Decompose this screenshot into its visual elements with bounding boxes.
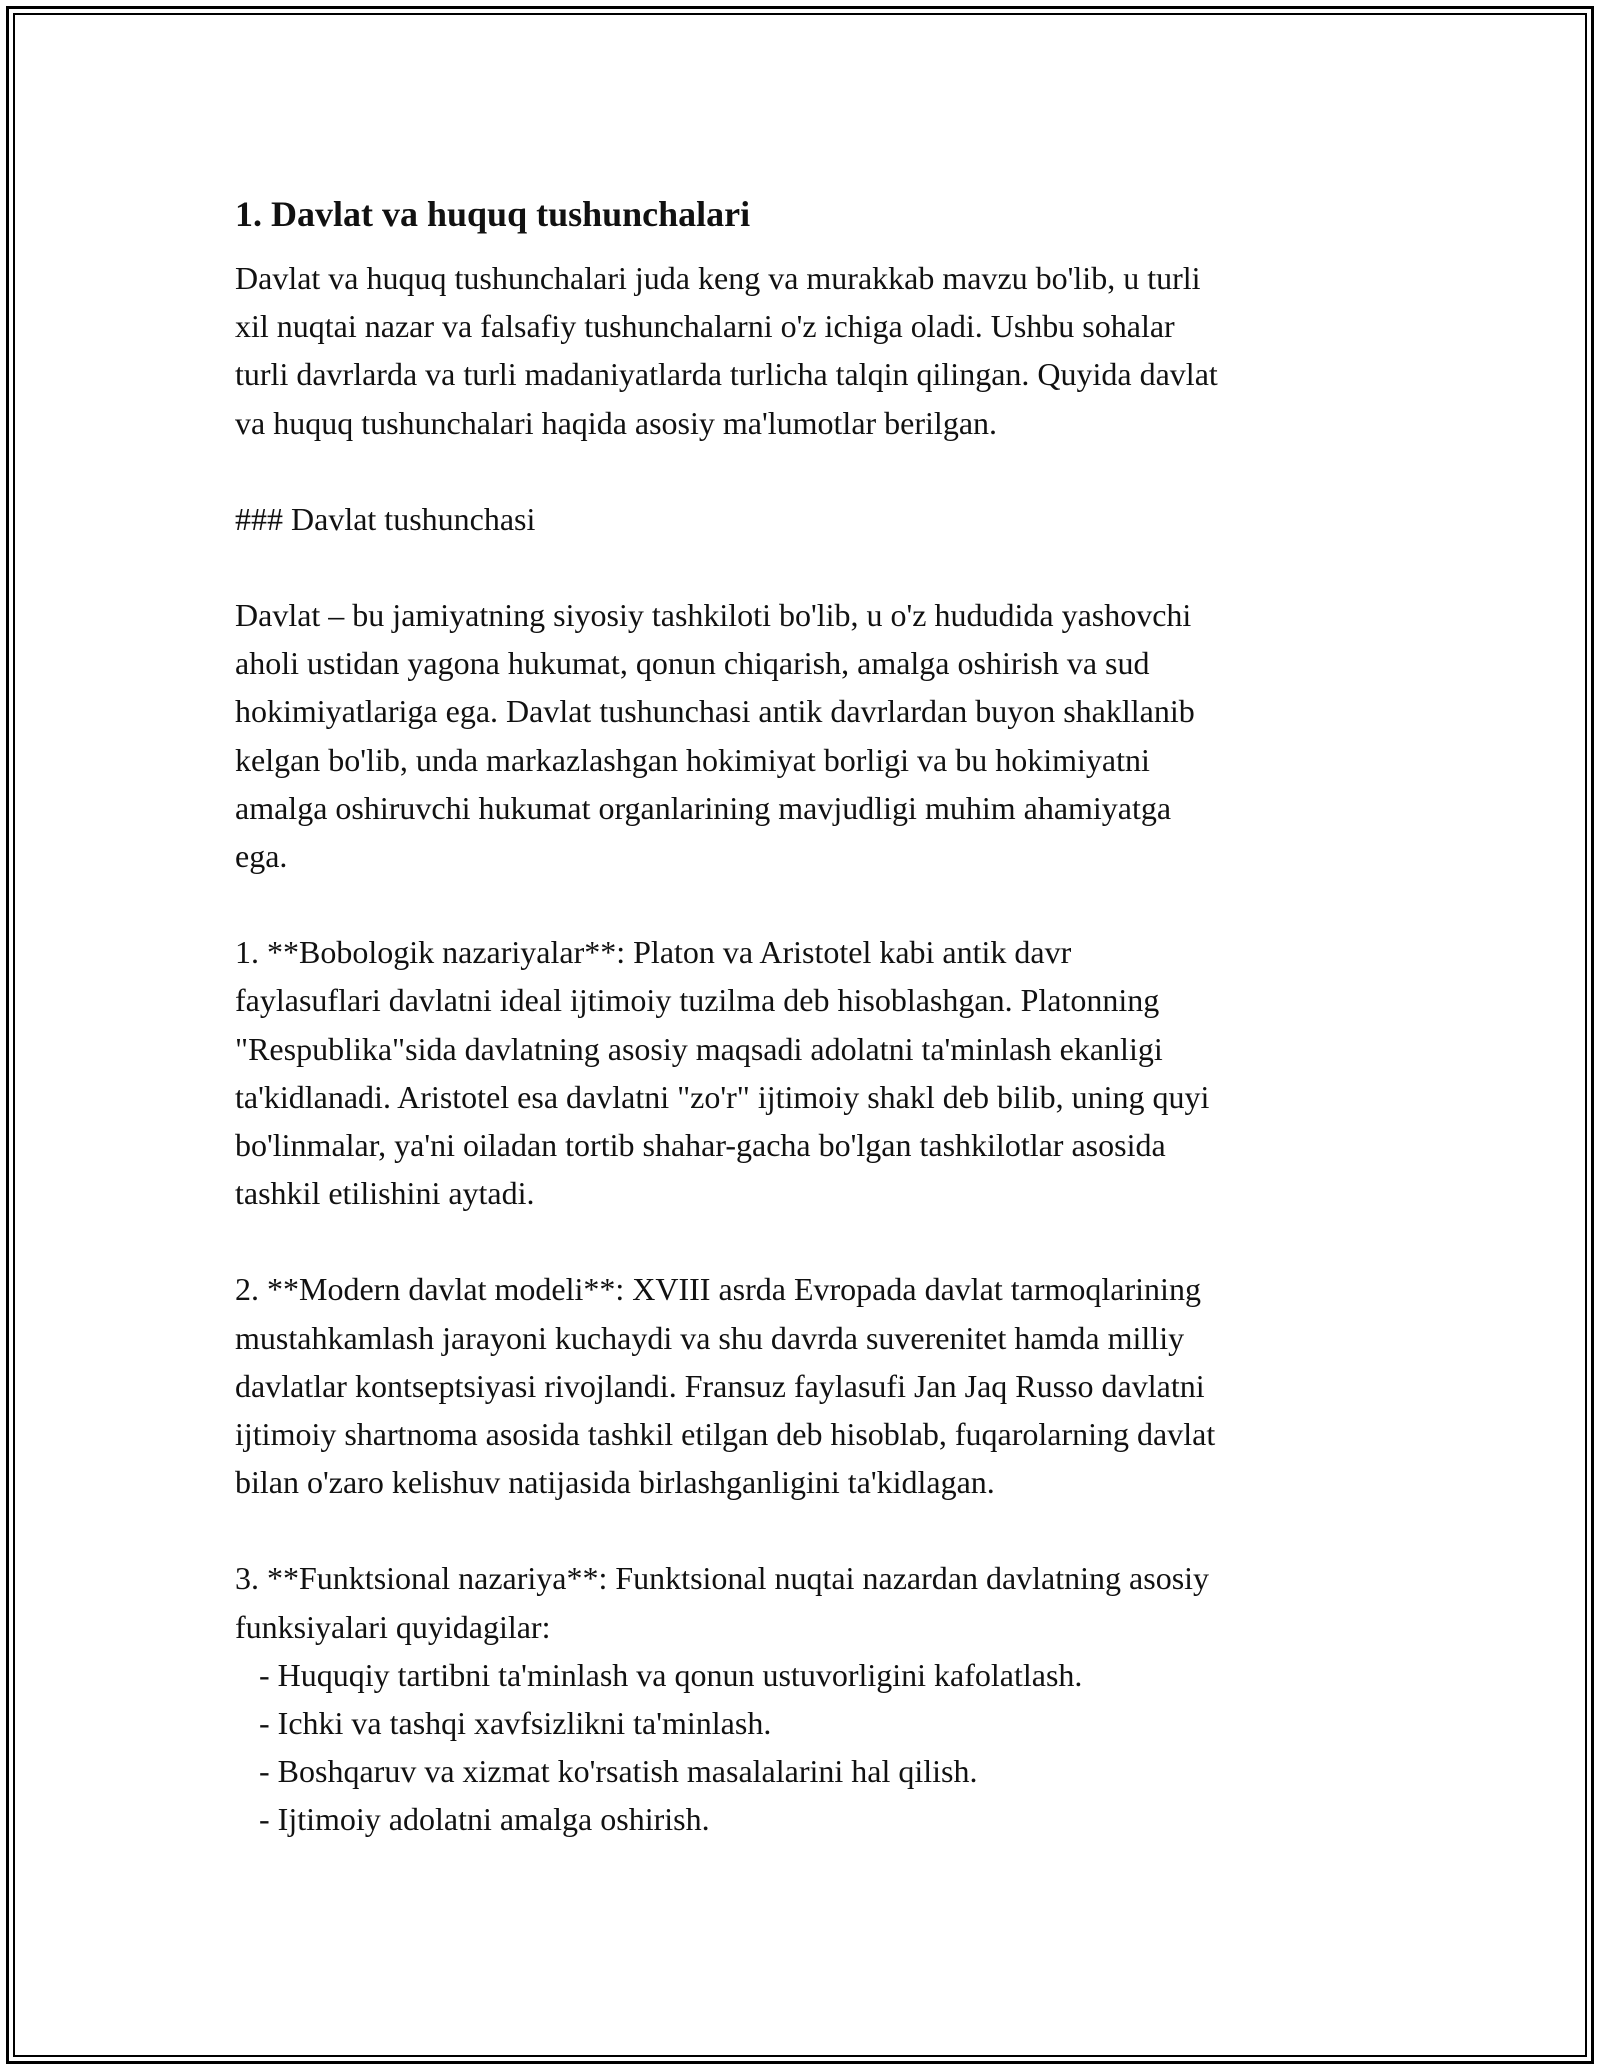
intro-paragraph: Davlat va huquq tushunchalari juda keng va murakkab mavzu bo'lib, u turli xil nuqtai nazar va falsafiy tushunchalarni o'z ichiga oladi. Ushbu sohalar turli davrlarda va turli madaniyatlarda turlicha talqin qilingan. Quyida davlat va huquq tushunchalari haqida asosiy ma'lumotlar berilgan.	[235, 260, 1218, 441]
list-item-2-paragraph: 2. **Modern davlat modeli**: XVIII asrda Evropada davlat tarmoqlarining mustahkamlash jarayoni kuchaydi va shu davrda suverenitet hamda milliy davlatlar kontseptsiyasi rivojlandi. Fransuz faylasufi Jan Jaq Russo davlatni ijtimoiy shartnoma asosida tashkil etilgan deb hisoblab, fuqarolarning davlat bilan o'zaro kelishuv natijasida birlashganligini ta'kidlagan.	[235, 1271, 1216, 1501]
list-item-3-paragraph: 3. **Funktsional nazariya**: Funktsional nuqtai nazardan davlatning asosiy funksiyalari quyidagilar: - Huquqiy tartibni ta'minlash va qonun ustuvorligini kafolatlash. - Ichki va tashqi xavfsizlikni ta'minlash. - Boshqaruv va xizmat ko'rsatish masalalarini hal qilish. - Ijtimoiy adolatni amalga oshirish.	[235, 1560, 1210, 1838]
list-item-1-paragraph: 1. **Bobologik nazariyalar**: Platon va Aristotel kabi antik davr faylasuflari davlatni ideal ijtimoiy tuzilma deb hisoblashgan. Platonning "Respublika"sida davlatning asosiy maqsadi adolatni ta'minlash ekanligi ta'kidlanadi. Aristotel esa davlatni "zo'r" ijtimoiy shakl deb bilib, uning quyi bo'linmalar, ya'ni oiladan tortib shahar-gacha bo'lgan tashkilotlar asosida tashkil etilishini aytadi.	[235, 934, 1210, 1212]
document-body	[235, 188, 1385, 1844]
subheading-davlat-tushunchasi: ### Davlat tushunchasi	[235, 500, 536, 537]
section-title: 1. Davlat va huquq tushunchalari	[235, 194, 751, 234]
definition-paragraph: Davlat – bu jamiyatning siyosiy tashkiloti bo'lib, u o'z hududida yashovchi aholi ustidan yagona hukumat, qonun chiqarish, amalga oshirish va sud hokimiyatlariga ega. Davlat tushunchasi antik davrlardan buyon shakllanib kelgan bo'lib, unda markazlashgan hokimiyat borligi va bu hokimiyatni amalga oshiruvchi hukumat organlarining mavjudligi muhim ahamiyatga ega.	[235, 597, 1195, 875]
